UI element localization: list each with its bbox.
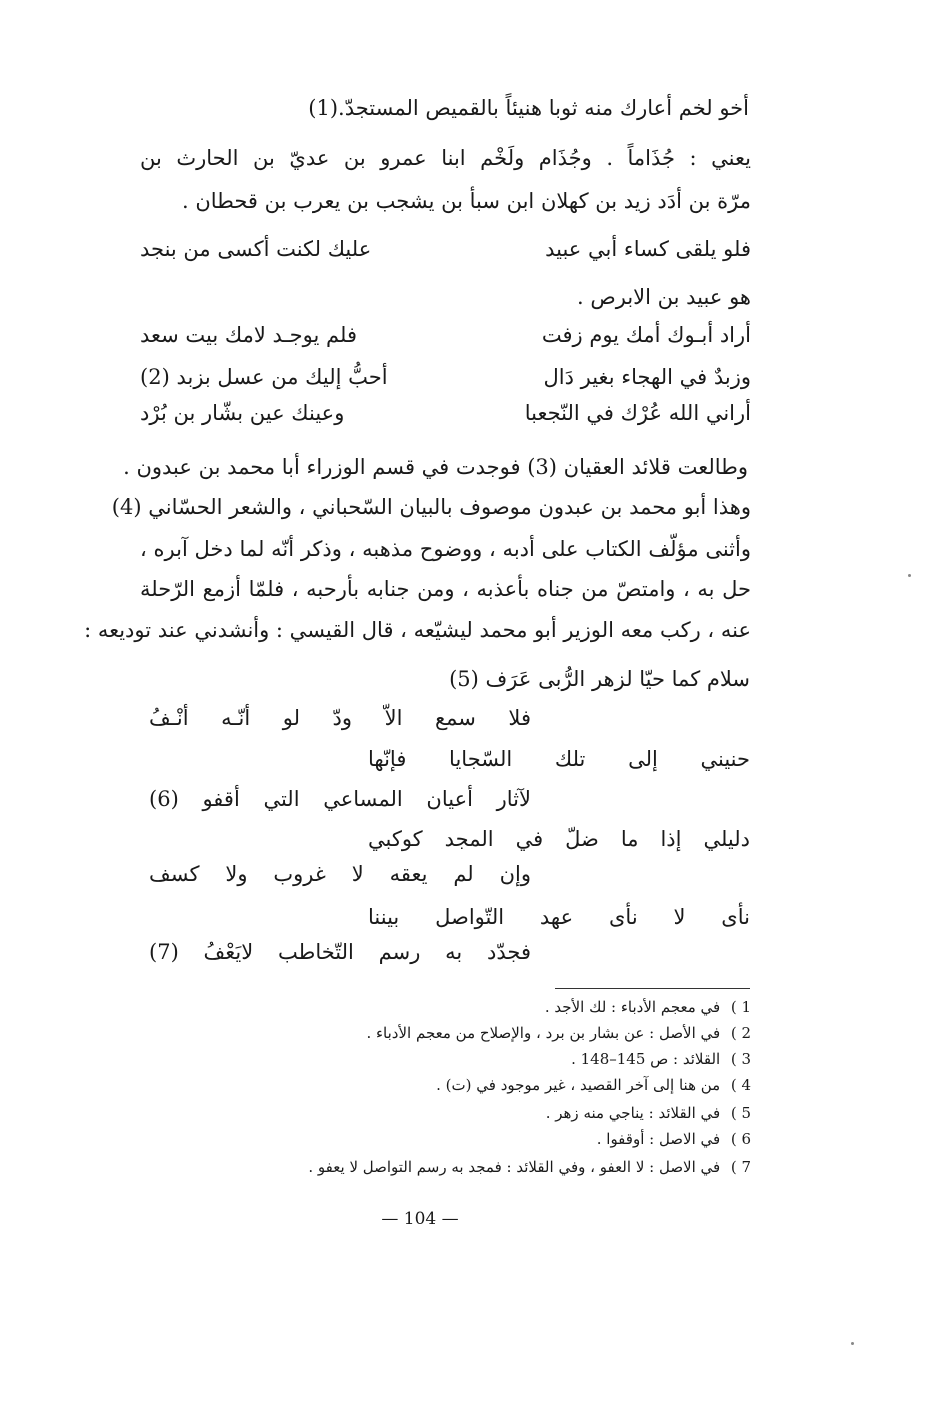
footnote-5 (546, 1102, 751, 1124)
footnote-5-number: 5 ) (730, 1104, 751, 1122)
footnote-6 (597, 1128, 751, 1150)
scan-speck (908, 574, 911, 577)
text-line-1: أخو لخم أعارك منه ثوبا هنيئاً بالقميص المستجدّ.(1) (308, 96, 749, 120)
footnote-3-text: القلائد : ص 145–148 . (571, 1050, 721, 1068)
poem-line-2: فلا سمع الاّ ودّ لو أنّـه أنْـفُ (149, 706, 531, 730)
footnote-3-number: 3 ) (730, 1050, 751, 1068)
text-line-11: وأثنى مؤلّف الكتاب على أدبه ، ووضوح مذهبه ، وذكر أنّه لما دخل آبره ، (140, 537, 751, 561)
verse-1-first-hemistich: فلو يلقى كساء أبي عبيد (545, 237, 751, 261)
verse-3 (140, 362, 751, 392)
text-line-12: حل به ، وامتصّ من جناه بأعذبه ، ومن جنابه بأرحبه ، فلمّا أزمع الرّحلة (140, 577, 751, 601)
poem-line-7: نأى لا نأى عهد التّواصل بيننا (368, 905, 750, 929)
text-line-13: عنه ، ركب معه الوزير أبو محمد ليشيّعه ، قال القيسي : وأنشدني عند توديعه : (84, 618, 751, 642)
footnote-1-text: في معجم الأدباء : لك الأجد . (544, 998, 721, 1016)
text-line-9: وطالعت قلائد العقيان (3) فوجدت في قسم الوزراء أبا محمد بن عبدون . (123, 455, 748, 479)
footnote-4 (436, 1074, 751, 1096)
poem-line-1: سلام كما حيّا لزهر الرُّبى عَرَف (5) (449, 667, 750, 691)
footnote-6-number: 6 ) (730, 1130, 751, 1148)
verse-2-first-hemistich: أراد أبـوك أمك يوم زفت (541, 323, 751, 347)
text-line-10: وهذا أبو محمد بن عبدون موصوف بالبيان السّحباني ، والشعر الحسّاني (4) (111, 495, 751, 519)
text-line-2: يعني : جُذَاماً . وجُذَام ولَخْم ابنا عمرو بن عديّ بن الحارث بن (140, 146, 751, 170)
verse-2 (140, 320, 751, 350)
verse-1 (140, 234, 751, 264)
poem-line-3: حنيني إلى تلك السّجايا فإنّها (368, 747, 750, 771)
verse-4-first-hemistich: أراني الله عُرْك في النّجعبا (524, 401, 751, 425)
footnote-6-text: في الاصل : أوقفوا . (596, 1130, 721, 1148)
footnote-1 (545, 996, 751, 1018)
footnote-5-text: في القلائد : يناجي منه زهر . (545, 1104, 721, 1122)
footnote-1-number: 1 ) (730, 998, 751, 1016)
poem-line-4: لآثار أعيان المساعي التي أقفو (6) (149, 787, 531, 811)
footnote-7-number: 7 ) (730, 1158, 751, 1176)
page-number: — 104 — (381, 1209, 459, 1229)
poem-line-8: فجدّد به رسم التّخاطب لايَعْفُ (7) (149, 940, 531, 964)
verse-3-second-hemistich: أحبُّ إليك من عسل بزبد (2) (140, 365, 388, 389)
footnote-2-text: في الأصل : عن بشار بن برد ، والإصلاح من معجم الأدباء . (366, 1024, 721, 1042)
text-line-3: مرّة بن أدَد زيد بن كهلان ابن سبأ بن يشجب بن يعرب بن قحطان . (181, 189, 751, 213)
verse-1-second-hemistich: عليك لكنت أكسى من بنجد (140, 237, 372, 261)
footnote-separator (555, 988, 750, 989)
footnote-7-text: في الاصل : لا العفو ، وفي القلائد : فمجد به رسم التواصل لا يعفو . (308, 1158, 721, 1176)
verse-4-second-hemistich: وعينك عين بشّار بن بُرْد (140, 401, 345, 425)
footnote-4-number: 4 ) (730, 1076, 751, 1094)
verse-3-first-hemistich: وزبدٌ في الهجاء بغير دَال (543, 365, 751, 389)
footnote-3 (571, 1048, 751, 1070)
footnote-2 (366, 1022, 751, 1044)
poem-line-6: وإن لم يعقه لا غروب ولا كسف (149, 862, 531, 886)
poem-line-5: دليلي إذا ما ضلّ في المجد كوكبي (368, 827, 750, 851)
footnote-4-text: من هنا إلى آخر القصيد ، غير موجود في (ت) . (436, 1076, 721, 1094)
verse-2-second-hemistich: فلم يوجـد لامك بيت سعد (140, 323, 357, 347)
footnote-7 (308, 1156, 751, 1178)
scan-speck (851, 1342, 854, 1345)
text-line-5: هو عبيد بن الابرص . (577, 285, 751, 309)
verse-4 (140, 398, 751, 428)
footnote-2-number: 2 ) (730, 1024, 751, 1042)
